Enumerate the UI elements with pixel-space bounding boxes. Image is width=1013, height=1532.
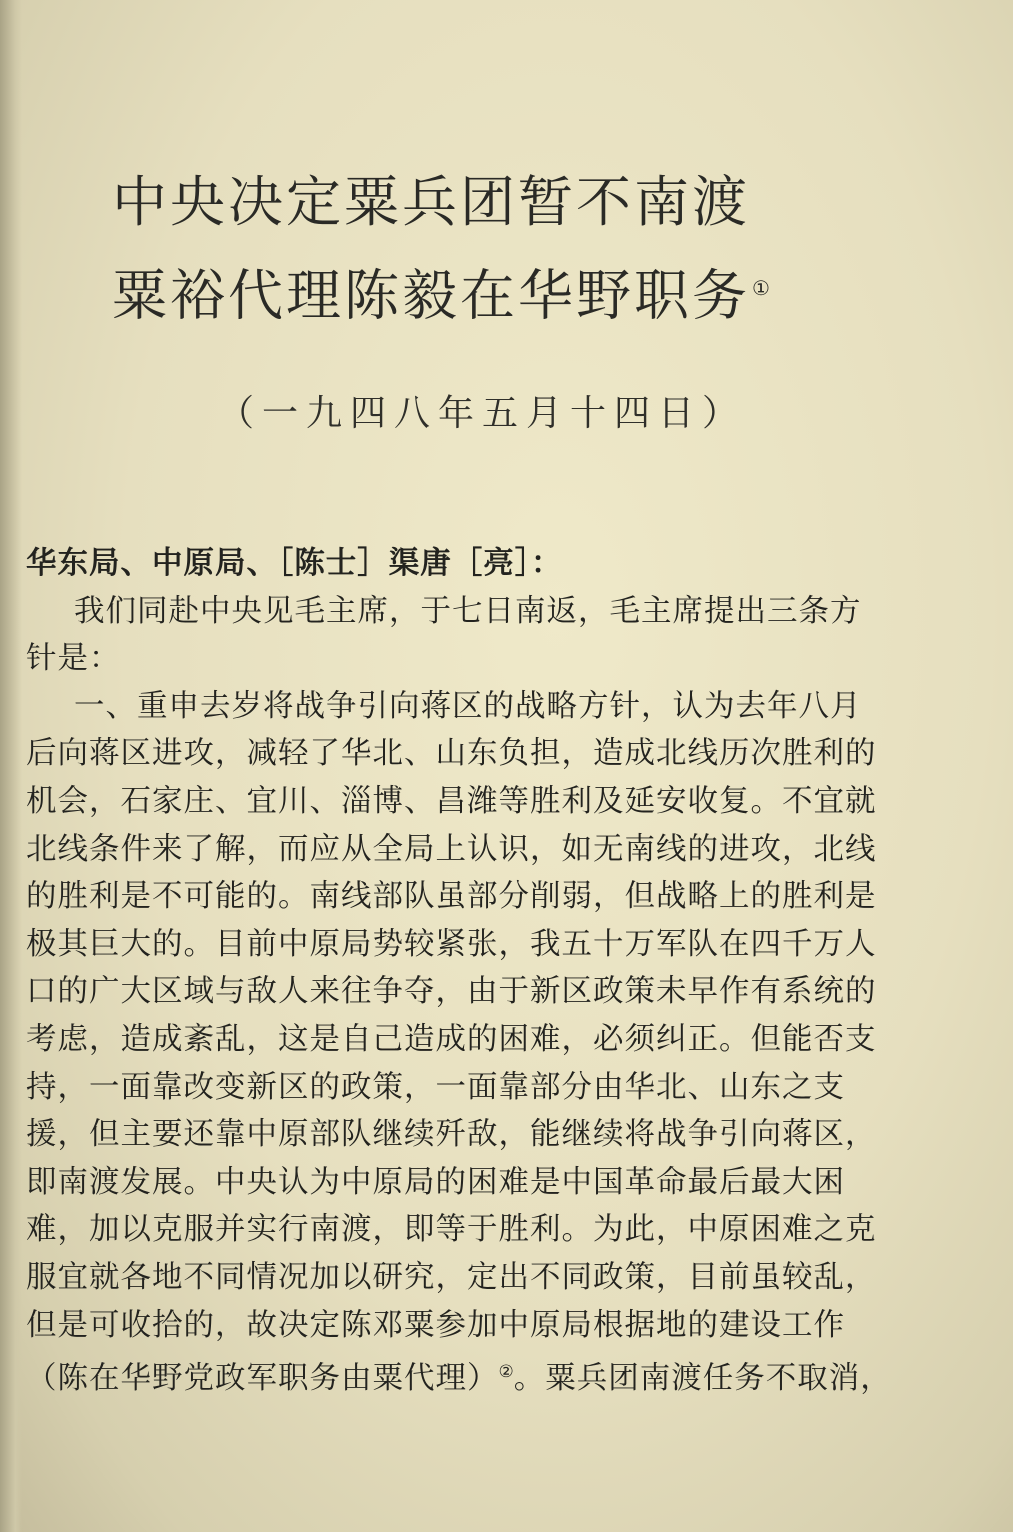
body-line-last-part-1: （陈在华野党政军职务由粟代理） (26, 1361, 499, 1397)
body-line: 北线条件来了解，而应从全局上认识，如无南线的进攻，北线 (26, 831, 877, 867)
title-line-1 (112, 172, 832, 232)
body-line: 针是： (26, 641, 121, 677)
page-gutter-shadow (0, 0, 22, 1532)
title-line-2-text: 粟裕代理陈毅在华野职务 (112, 263, 751, 328)
document-date: （一九四八年五月十四日） (218, 393, 747, 434)
body-line: 但是可收拾的，故决定陈邓粟参加中原局根据地的建设工作 (26, 1307, 845, 1343)
body-line: 考虑，造成紊乱，这是自己造成的困难，必须纠正。但能否支 (26, 1021, 877, 1057)
title-footnote-mark: ① (752, 276, 770, 300)
body-line: 一、重申去岁将战争引向蒋区的战略方针，认为去年八月 (74, 688, 862, 724)
title-line-1-text: 中央决定粟兵团暂不南渡 (112, 170, 751, 234)
title-line-2 (112, 258, 832, 328)
body-line: 后向蒋区进攻，减轻了华北、山东负担，造成北线历次胜利的 (26, 736, 877, 772)
body-line: 口的广大区域与敌人来往争夺，由于新区政策未早作有系统的 (26, 974, 877, 1010)
document-body (26, 540, 966, 1397)
inline-footnote-mark: ② (498, 1362, 514, 1383)
body-line: 援，但主要还靠中原部队继续歼敌，能继续将战争引向蒋区， (26, 1117, 877, 1153)
body-line: 服宜就各地不同情况加以研究，定出不同政策，目前虽较乱， (26, 1259, 877, 1295)
body-line-last (26, 1349, 966, 1397)
body-line-last-part-2: 。粟兵团南渡任务不取消， (513, 1361, 892, 1397)
body-line: 机会，石家庄、宜川、淄博、昌潍等胜利及延安收复。不宜就 (26, 783, 877, 819)
body-line: 我们同赴中央见毛主席，于七日南返，毛主席提出三条方 (74, 593, 862, 629)
body-line: 难，加以克服并实行南渡，即等于胜利。为此，中原困难之克 (26, 1212, 877, 1248)
body-line: 极其巨大的。目前中原局势较紧张，我五十万军队在四千万人 (26, 926, 877, 962)
body-line: 即南渡发展。中央认为中原局的困难是中国革命最后最大困 (26, 1164, 845, 1200)
address-line: 华东局、中原局、［陈士］渠唐［亮］： (26, 546, 563, 581)
body-line: 持，一面靠改变新区的政策，一面靠部分由华北、山东之支 (26, 1069, 845, 1105)
body-line: 的胜利是不可能的。南线部队虽部分削弱，但战略上的胜利是 (26, 879, 877, 915)
